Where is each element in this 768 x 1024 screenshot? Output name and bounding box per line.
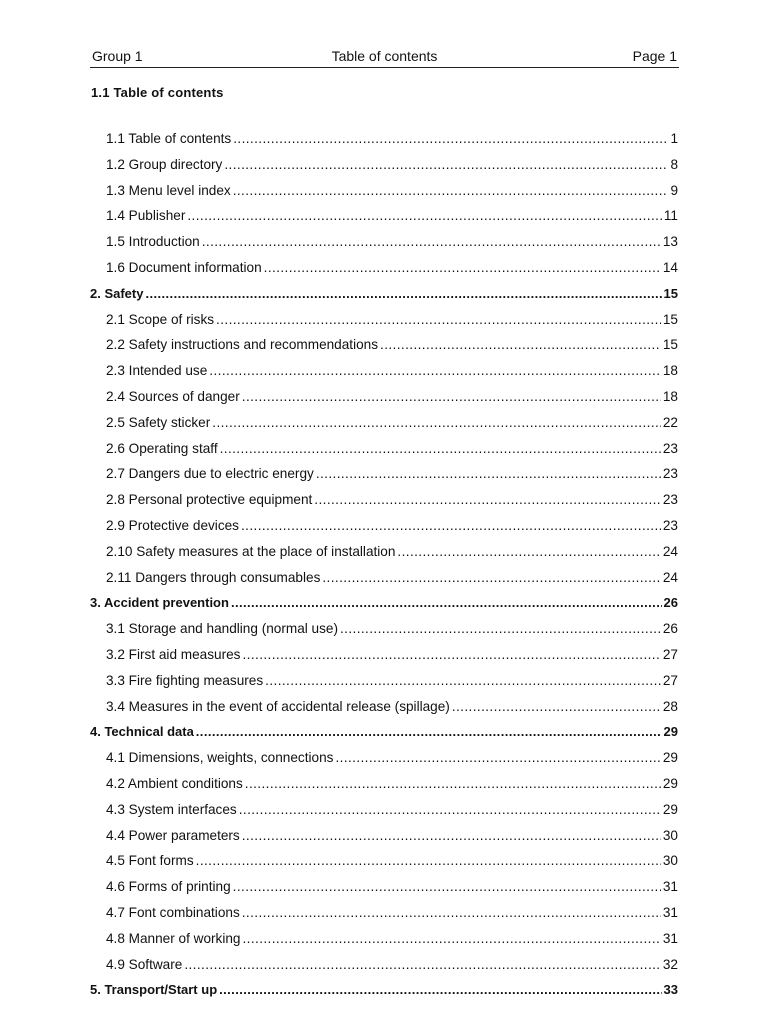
toc-section-entry[interactable] [90,930,678,956]
toc-entry-label: 4.8 Manner of working [106,930,241,946]
toc-entry-page-number: 24 [662,569,678,585]
toc-chapter-entry[interactable] [90,285,678,311]
toc-entry-page-number: 18 [662,363,678,379]
toc-entry-page-number: 1 [670,131,678,146]
toc-entry-label: 4.7 Font combinations [106,904,240,920]
toc-entry-label: 3.2 First aid measures [106,646,241,662]
toc-entry-label: 3. Accident prevention [90,595,229,611]
toc-dot-leader [220,440,661,458]
toc-section-entry[interactable] [90,956,678,982]
toc-entry-page-number: 32 [662,956,678,972]
toc-dot-leader [335,749,660,767]
toc-dot-leader [243,930,661,948]
toc-entry-page-number: 8 [670,156,678,172]
toc-entry-label: 3.1 Storage and handling (normal use) [106,621,338,637]
toc-chapter-entry[interactable] [90,594,678,620]
toc-entry-page-number: 31 [662,930,678,946]
toc-entry-page-number: 28 [662,698,678,714]
table-of-contents [90,130,678,1007]
toc-dot-leader [340,620,661,638]
toc-section-entry[interactable] [90,130,678,156]
toc-entry-page-number: 29 [662,801,678,817]
toc-section-entry[interactable] [90,749,678,775]
toc-section-entry[interactable] [90,646,678,672]
toc-section-entry[interactable] [90,156,678,182]
toc-entry-page-number: 18 [662,388,678,404]
toc-entry-label: 4.3 System interfaces [106,801,237,817]
section-heading: 1.1 Table of contents [91,85,224,100]
toc-section-entry[interactable] [90,414,678,440]
header-page-number: Page 1 [632,48,677,64]
toc-dot-leader [209,362,661,380]
toc-entry-page-number: 15 [662,337,678,353]
toc-entry-page-number: 26 [663,595,678,611]
toc-section-entry[interactable] [90,311,678,337]
toc-dot-leader [264,259,661,277]
toc-entry-label: 4.1 Dimensions, weights, connections [106,750,334,766]
toc-dot-leader [242,646,660,664]
toc-dot-leader [196,723,662,741]
toc-section-entry[interactable] [90,878,678,904]
toc-dot-leader [233,130,668,148]
toc-entry-page-number: 14 [662,259,678,275]
toc-dot-leader [224,156,668,174]
toc-dot-leader [239,801,661,819]
toc-entry-label: 2.1 Scope of risks [106,311,215,327]
toc-entry-page-number: 15 [663,285,678,301]
toc-entry-label: 4.6 Forms of printing [106,879,231,895]
toc-section-entry[interactable] [90,698,678,724]
toc-dot-leader [233,878,661,896]
toc-entry-label: 1.5 Introduction [106,234,200,250]
header-group-label: Group 1 [92,48,143,64]
toc-dot-leader [184,956,661,974]
toc-chapter-entry[interactable] [90,723,678,749]
toc-entry-label: 2.5 Safety sticker [106,414,211,430]
toc-entry-page-number: 15 [662,311,678,327]
toc-entry-label: 1.1 Table of contents [106,131,232,146]
toc-chapter-entry[interactable] [90,981,678,1007]
toc-dot-leader [452,698,661,716]
toc-entry-label: 2.8 Personal protective equipment [106,492,313,508]
toc-entry-label: 2. Safety [90,285,144,301]
toc-entry-label: 4. Technical data [90,724,194,740]
toc-entry-label: 1.6 Document information [106,259,262,275]
toc-dot-leader [196,852,661,870]
toc-entry-page-number: 29 [662,775,678,791]
toc-entry-label: 2.11 Dangers through consumables [106,569,321,585]
toc-dot-leader [397,543,660,561]
toc-dot-leader [242,827,661,845]
toc-dot-leader [241,517,661,535]
toc-entry-page-number: 31 [662,879,678,895]
toc-dot-leader [202,233,661,251]
toc-section-entry[interactable] [90,259,678,285]
toc-section-entry[interactable] [90,362,678,388]
toc-entry-label: 1.3 Menu level index [106,182,231,198]
toc-section-entry[interactable] [90,233,678,259]
toc-dot-leader [187,207,662,225]
toc-entry-page-number: 30 [662,827,678,843]
toc-dot-leader [380,336,661,354]
toc-section-entry[interactable] [90,182,678,208]
toc-entry-label: 1.4 Publisher [106,208,186,224]
toc-dot-leader [231,594,662,612]
toc-section-entry[interactable] [90,827,678,853]
toc-entry-page-number: 23 [662,517,678,533]
toc-entry-label: 3.4 Measures in the event of accidental release (spillage) [106,698,450,714]
toc-dot-leader [316,465,661,483]
toc-section-entry[interactable] [90,517,678,543]
toc-section-entry[interactable] [90,904,678,930]
toc-section-entry[interactable] [90,465,678,491]
toc-section-entry[interactable] [90,543,678,569]
toc-dot-leader [212,414,661,432]
toc-dot-leader [322,569,661,587]
toc-section-entry[interactable] [90,775,678,801]
header-title: Table of contents [331,48,438,64]
toc-entry-label: 2.9 Protective devices [106,517,239,533]
toc-section-entry[interactable] [90,491,678,517]
toc-entry-label: 2.7 Dangers due to electric energy [106,466,314,482]
toc-entry-label: 1.2 Group directory [106,156,223,172]
toc-section-entry[interactable] [90,388,678,414]
toc-entry-page-number: 22 [662,414,678,430]
toc-entry-page-number: 31 [662,904,678,920]
toc-entry-label: 2.3 Intended use [106,363,208,379]
toc-entry-label: 2.2 Safety instructions and recommendations [106,337,379,353]
toc-entry-page-number: 29 [663,724,678,740]
toc-entry-label: 4.9 Software [106,956,183,972]
toc-entry-page-number: 23 [662,492,678,508]
toc-dot-leader [219,981,661,999]
toc-entry-page-number: 9 [670,182,678,198]
toc-entry-page-number: 13 [662,234,678,250]
toc-dot-leader [233,182,669,200]
toc-dot-leader [245,775,661,793]
toc-entry-page-number: 29 [662,750,678,766]
toc-section-entry[interactable] [90,852,678,878]
toc-entry-label: 4.2 Ambient conditions [106,775,243,791]
toc-section-entry[interactable] [90,440,678,466]
toc-entry-page-number: 26 [662,621,678,637]
toc-entry-label: 2.4 Sources of danger [106,388,240,404]
toc-dot-leader [242,904,661,922]
toc-entry-label: 2.6 Operating staff [106,440,218,456]
toc-dot-leader [265,672,661,690]
toc-entry-page-number: 30 [662,853,678,869]
toc-section-entry[interactable] [90,569,678,595]
toc-dot-leader [242,388,661,406]
toc-entry-page-number: 11 [663,208,678,224]
toc-entry-page-number: 23 [662,466,678,482]
toc-dot-leader [145,285,661,303]
toc-dot-leader [216,311,661,329]
toc-entry-label: 3.3 Fire fighting measures [106,672,264,688]
running-header [90,44,679,68]
toc-entry-label: 2.10 Safety measures at the place of installation [106,543,396,559]
toc-entry-page-number: 27 [662,646,678,662]
toc-section-entry[interactable] [90,207,678,233]
toc-section-entry[interactable] [90,620,678,646]
toc-entry-page-number: 24 [662,543,678,559]
toc-entry-page-number: 27 [662,672,678,688]
toc-entry-label: 5. Transport/Start up [90,982,218,998]
toc-section-entry[interactable] [90,672,678,698]
toc-entry-label: 4.5 Font forms [106,853,194,869]
toc-dot-leader [314,491,661,509]
toc-section-entry[interactable] [90,336,678,362]
toc-entry-page-number: 23 [662,440,678,456]
toc-entry-page-number: 33 [663,982,678,998]
toc-entry-label: 4.4 Power parameters [106,827,240,843]
toc-section-entry[interactable] [90,801,678,827]
